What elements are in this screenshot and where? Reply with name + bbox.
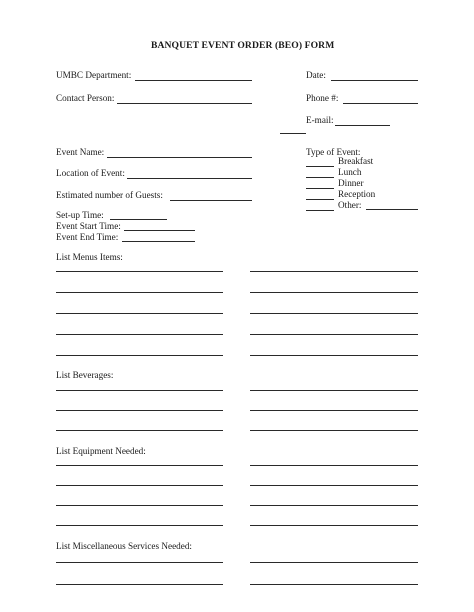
event-name-line[interactable] — [107, 157, 252, 158]
equipment-line-left[interactable] — [56, 465, 223, 466]
beverage-line-right[interactable] — [250, 390, 418, 391]
contact-person-label: Contact Person: — [56, 93, 115, 103]
dinner-checkline[interactable] — [306, 188, 334, 189]
equipment-line-left[interactable] — [56, 525, 223, 526]
equipment-line-right[interactable] — [250, 505, 418, 506]
menu-line-left[interactable] — [56, 355, 223, 356]
breakfast-option: Breakfast — [338, 156, 374, 166]
date-line[interactable] — [331, 80, 418, 81]
beverage-line-left[interactable] — [56, 410, 223, 411]
menu-line-left[interactable] — [56, 313, 223, 314]
equipment-line-right[interactable] — [250, 525, 418, 526]
guests-line[interactable] — [170, 200, 252, 201]
beverage-line-left[interactable] — [56, 390, 223, 391]
umbc-department-line[interactable] — [135, 80, 252, 81]
misc-line-right[interactable] — [250, 562, 418, 563]
menus-section-label: List Menus Items: — [56, 252, 123, 262]
lunch-option: Lunch — [338, 167, 362, 177]
location-label: Location of Event: — [56, 168, 125, 178]
reception-checkline[interactable] — [306, 199, 334, 200]
guests-label: Estimated number of Guests: — [56, 190, 163, 200]
menu-line-right[interactable] — [250, 313, 418, 314]
contact-person-line[interactable] — [117, 103, 252, 104]
reception-option: Reception — [338, 189, 376, 199]
beverage-line-right[interactable] — [250, 430, 418, 431]
umbc-department-label: UMBC Department: — [56, 70, 132, 80]
misc-line-left[interactable] — [56, 584, 223, 585]
other-checkline[interactable] — [306, 210, 334, 211]
beverage-line-left[interactable] — [56, 430, 223, 431]
end-time-line[interactable] — [122, 241, 195, 242]
phone-label: Phone #: — [306, 93, 339, 103]
menu-line-left[interactable] — [56, 334, 223, 335]
menu-line-right[interactable] — [250, 334, 418, 335]
equipment-line-left[interactable] — [56, 485, 223, 486]
menu-line-right[interactable] — [250, 271, 418, 272]
beverage-line-right[interactable] — [250, 410, 418, 411]
menu-line-right[interactable] — [250, 355, 418, 356]
misc-section-label: List Miscellaneous Services Needed: — [56, 541, 192, 551]
beverages-section-label: List Beverages: — [56, 370, 114, 380]
date-label: Date: — [306, 70, 326, 80]
misc-line-right[interactable] — [250, 584, 418, 585]
end-time-label: Event End Time: — [56, 232, 119, 242]
menu-line-right[interactable] — [250, 292, 418, 293]
start-time-line[interactable] — [124, 230, 195, 231]
menu-line-left[interactable] — [56, 292, 223, 293]
menu-line-left[interactable] — [56, 271, 223, 272]
email-line[interactable] — [335, 125, 390, 126]
email-line-continued[interactable] — [280, 133, 306, 134]
equipment-line-left[interactable] — [56, 505, 223, 506]
equipment-line-right[interactable] — [250, 485, 418, 486]
setup-time-line[interactable] — [110, 219, 167, 220]
form-title: BANQUET EVENT ORDER (BEO) FORM — [151, 40, 335, 51]
misc-line-left[interactable] — [56, 562, 223, 563]
location-line[interactable] — [127, 178, 252, 179]
lunch-checkline[interactable] — [306, 177, 334, 178]
phone-line[interactable] — [343, 103, 418, 104]
dinner-option: Dinner — [338, 178, 364, 188]
setup-time-label: Set-up Time: — [56, 210, 104, 220]
type-of-event-label: Type of Event: — [306, 147, 361, 157]
equipment-line-right[interactable] — [250, 465, 418, 466]
other-option: Other: — [338, 200, 362, 210]
start-time-label: Event Start Time: — [56, 221, 121, 231]
email-label: E-mail: — [306, 115, 334, 125]
event-name-label: Event Name: — [56, 147, 105, 157]
breakfast-checkline[interactable] — [306, 166, 334, 167]
other-specify-line[interactable] — [366, 209, 418, 210]
equipment-section-label: List Equipment Needed: — [56, 446, 146, 456]
